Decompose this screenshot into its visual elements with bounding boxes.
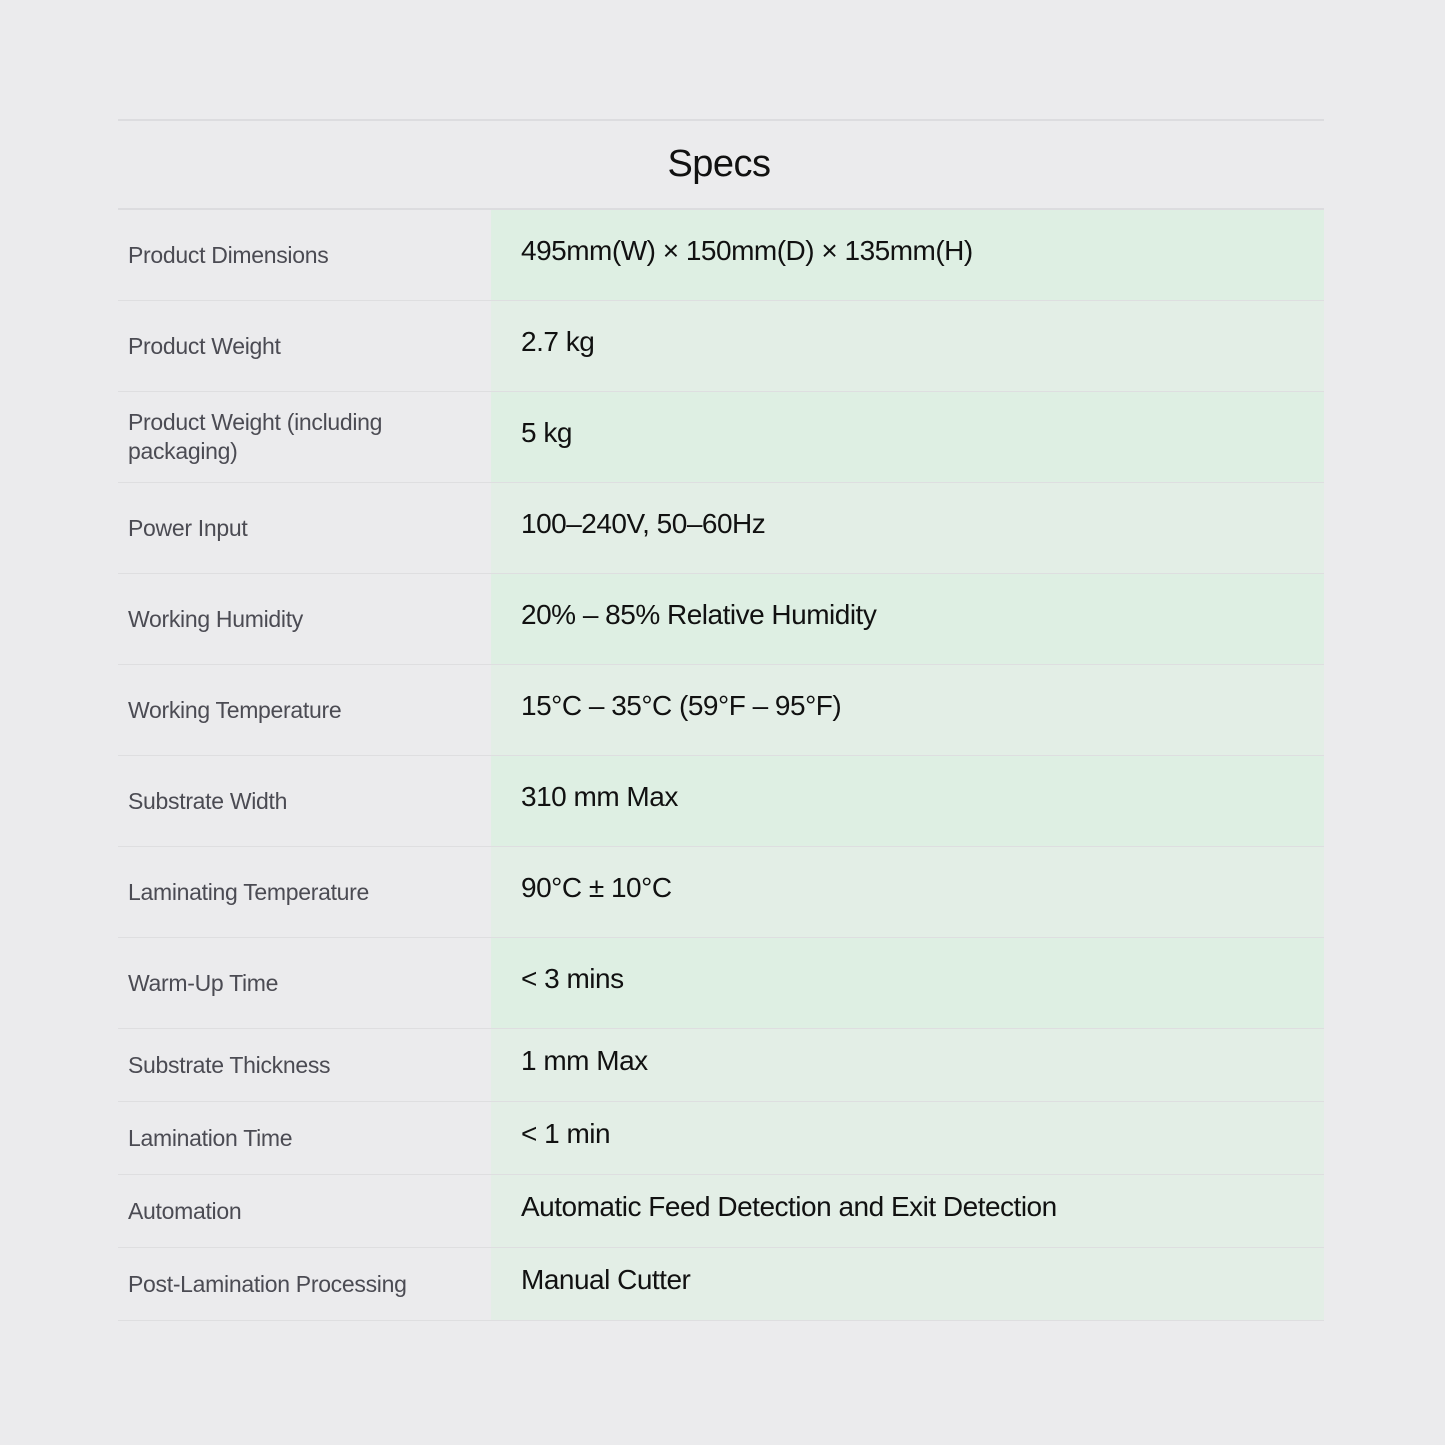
spec-value-cell <box>491 392 1324 482</box>
spec-row-lamination-time <box>118 1102 1324 1175</box>
spec-label: Product Weight (including packaging) <box>128 409 383 464</box>
spec-label: Working Humidity <box>128 605 303 632</box>
spec-row-substrate-thickness <box>118 1029 1324 1102</box>
spec-value-cell <box>491 1102 1324 1174</box>
spec-value: 495mm(W) × 150mm(D) × 135mm(H) <box>521 235 973 266</box>
spec-value-cell <box>491 938 1324 1028</box>
spec-value: 100–240V, 50–60Hz <box>521 508 766 539</box>
spec-value-cell <box>491 1248 1324 1320</box>
spec-value: Automatic Feed Detection and Exit Detection <box>521 1191 1057 1222</box>
spec-row-power-input <box>118 483 1324 574</box>
spec-value-cell <box>491 847 1324 937</box>
page-title: Specs <box>667 143 771 185</box>
specs-table <box>118 119 1324 1321</box>
spec-label: Working Temperature <box>128 696 342 723</box>
spec-label: Substrate Width <box>128 787 288 814</box>
specs-header <box>118 121 1324 210</box>
spec-label: Post-Lamination Processing <box>128 1270 407 1297</box>
spec-label: Lamination Time <box>128 1124 293 1151</box>
spec-row-working-temperature <box>118 665 1324 756</box>
spec-value-cell <box>491 1029 1324 1101</box>
spec-value-cell <box>491 483 1324 573</box>
spec-value-cell <box>491 756 1324 846</box>
spec-value: 15°C – 35°C (59°F – 95°F) <box>521 690 842 721</box>
spec-row-post-lamination-processing <box>118 1248 1324 1321</box>
spec-value: < 1 min <box>521 1118 611 1149</box>
spec-row-laminating-temperature <box>118 847 1324 938</box>
spec-row-automation <box>118 1175 1324 1248</box>
spec-label: Power Input <box>128 514 248 541</box>
spec-value: 2.7 kg <box>521 326 595 357</box>
spec-value-cell <box>491 1175 1324 1247</box>
spec-label: Automation <box>128 1197 242 1224</box>
spec-value: 1 mm Max <box>521 1045 648 1076</box>
spec-value-cell <box>491 301 1324 391</box>
spec-value-cell <box>491 574 1324 664</box>
spec-label: Warm-Up Time <box>128 969 279 996</box>
spec-label: Product Dimensions <box>128 241 329 268</box>
spec-value: 310 mm Max <box>521 781 678 812</box>
spec-label: Laminating Temperature <box>128 878 370 905</box>
spec-value-cell <box>491 210 1324 300</box>
spec-label: Product Weight <box>128 332 281 359</box>
spec-value: 20% – 85% Relative Humidity <box>521 599 877 630</box>
spec-value: < 3 mins <box>521 963 624 994</box>
spec-value: 5 kg <box>521 417 572 448</box>
spec-value: 90°C ± 10°C <box>521 872 672 903</box>
spec-label: Substrate Thickness <box>128 1051 331 1078</box>
spec-row-product-dimensions <box>118 210 1324 301</box>
spec-value-cell <box>491 665 1324 755</box>
spec-row-substrate-width <box>118 756 1324 847</box>
spec-row-product-weight <box>118 301 1324 392</box>
spec-row-working-humidity <box>118 574 1324 665</box>
spec-row-warm-up-time <box>118 938 1324 1029</box>
spec-row-product-weight-packaging <box>118 392 1324 483</box>
spec-value: Manual Cutter <box>521 1264 691 1295</box>
